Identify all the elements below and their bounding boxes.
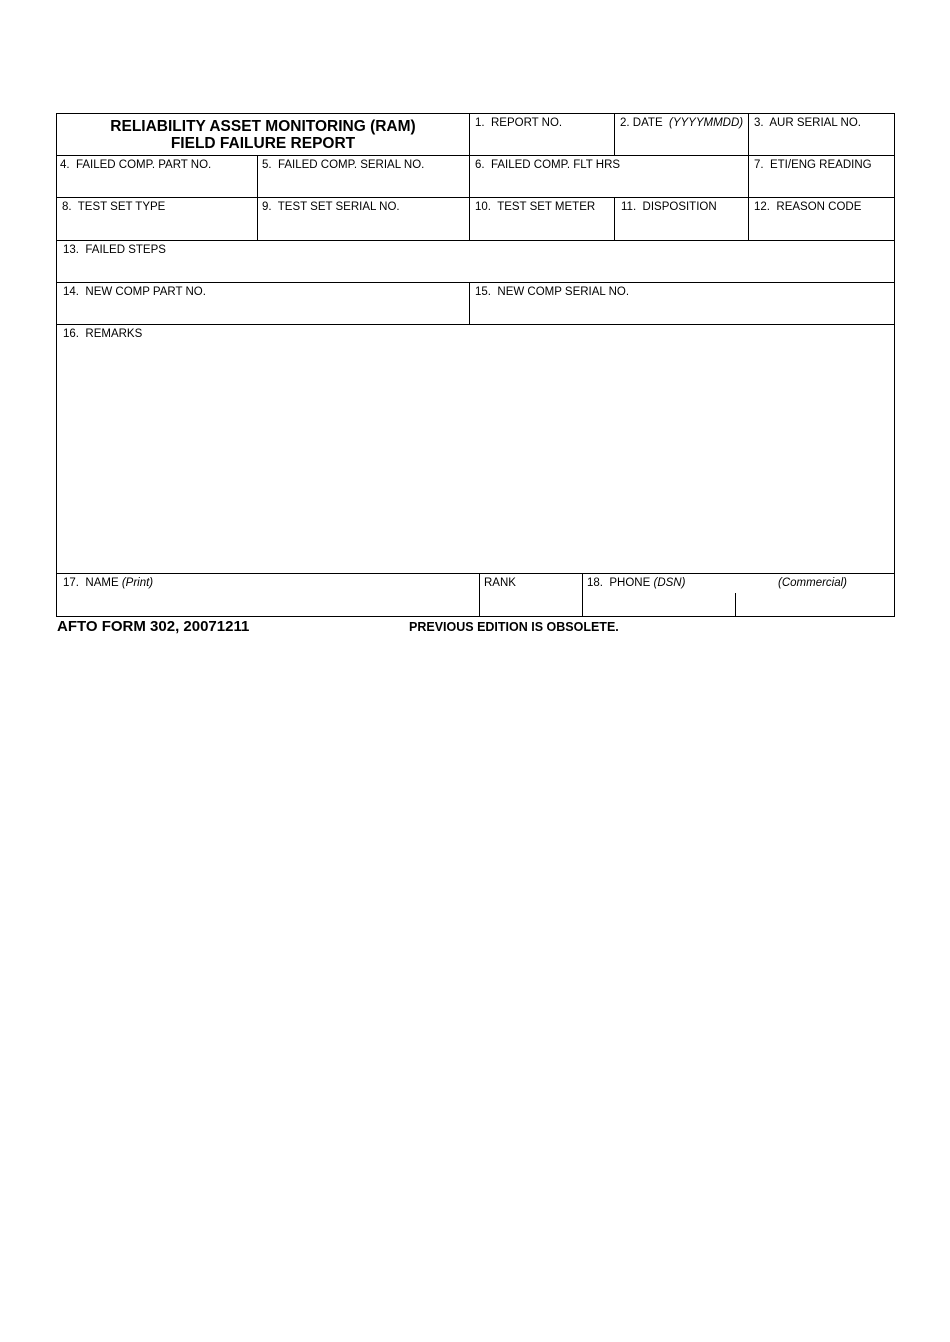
failed-steps-label: FAILED STEPS: [85, 244, 166, 256]
test-set-serial-no-label: TEST SET SERIAL NO.: [277, 201, 400, 213]
date-label: DATE: [632, 117, 663, 129]
remarks-label: REMARKS: [85, 328, 143, 340]
phone-dsn-hint: (DSN): [653, 577, 686, 589]
name-print-hint: (Print): [121, 577, 154, 589]
failed-steps-field[interactable]: 13. FAILED STEPS: [63, 244, 166, 256]
remarks-field[interactable]: 16. REMARKS: [63, 328, 143, 340]
phone-commercial-hint: (Commercial): [778, 577, 847, 589]
field-failure-report-form: [56, 113, 895, 617]
date-format-hint: (YYYYMMDD): [669, 117, 744, 129]
failed-comp-flt-hrs-label: FAILED COMP. FLT HRS: [490, 159, 621, 171]
failed-comp-serial-no-label: FAILED COMP. SERIAL NO.: [277, 159, 425, 171]
test-set-serial-no-field[interactable]: 9. TEST SET SERIAL NO.: [262, 201, 400, 213]
new-comp-part-no-field[interactable]: 14. NEW COMP PART NO.: [63, 286, 206, 298]
test-set-type-field[interactable]: 8. TEST SET TYPE: [62, 201, 166, 213]
rank-field[interactable]: [480, 574, 582, 616]
new-comp-part-no-label: NEW COMP PART NO.: [85, 286, 206, 298]
obsolete-notice: PREVIOUS EDITION IS OBSOLETE.: [409, 620, 619, 634]
phone-dsn-field[interactable]: 18. PHONE (DSN): [587, 577, 686, 589]
aur-serial-no-label: AUR SERIAL NO.: [769, 117, 861, 129]
form-identifier: AFTO FORM 302, 20071211: [57, 618, 250, 635]
aur-serial-no-field[interactable]: 3. AUR SERIAL NO.: [754, 117, 861, 129]
rank-label: RANK: [484, 577, 516, 589]
disposition-label: DISPOSITION: [642, 201, 717, 213]
test-set-type-label: TEST SET TYPE: [77, 201, 166, 213]
form-title-line2: FIELD FAILURE REPORT: [170, 135, 356, 152]
report-no-field[interactable]: 1. REPORT NO.: [475, 117, 563, 129]
failed-comp-flt-hrs-field[interactable]: 6. FAILED COMP. FLT HRS: [475, 159, 621, 171]
failed-comp-part-no-field[interactable]: 4. FAILED COMP. PART NO.: [60, 159, 212, 171]
report-no-label: REPORT NO.: [490, 117, 563, 129]
phone-commercial-field[interactable]: [736, 574, 894, 616]
failed-comp-serial-no-field[interactable]: 5. FAILED COMP. SERIAL NO.: [262, 159, 425, 171]
failed-comp-part-no-label: FAILED COMP. PART NO.: [75, 159, 212, 171]
reason-code-field[interactable]: 12. REASON CODE: [754, 201, 862, 213]
eti-eng-reading-label: ETI/ENG READING: [769, 159, 872, 171]
name-label: NAME: [85, 577, 119, 589]
phone-label: PHONE: [609, 577, 651, 589]
new-comp-serial-no-label: NEW COMP SERIAL NO.: [497, 286, 630, 298]
reason-code-label: REASON CODE: [776, 201, 862, 213]
test-set-meter-field[interactable]: 10. TEST SET METER: [475, 201, 596, 213]
form-title-line1: RELIABILITY ASSET MONITORING (RAM): [110, 118, 416, 135]
form-title: [57, 118, 469, 152]
eti-eng-reading-field[interactable]: 7. ETI/ENG READING: [754, 159, 872, 171]
new-comp-serial-no-field[interactable]: 15. NEW COMP SERIAL NO.: [475, 286, 630, 298]
name-field[interactable]: 17. NAME (Print): [63, 577, 154, 589]
date-field[interactable]: 2. DATE (YYYYMMDD): [620, 117, 744, 129]
test-set-meter-label: TEST SET METER: [497, 201, 596, 213]
disposition-field[interactable]: 11. DISPOSITION: [621, 201, 717, 213]
